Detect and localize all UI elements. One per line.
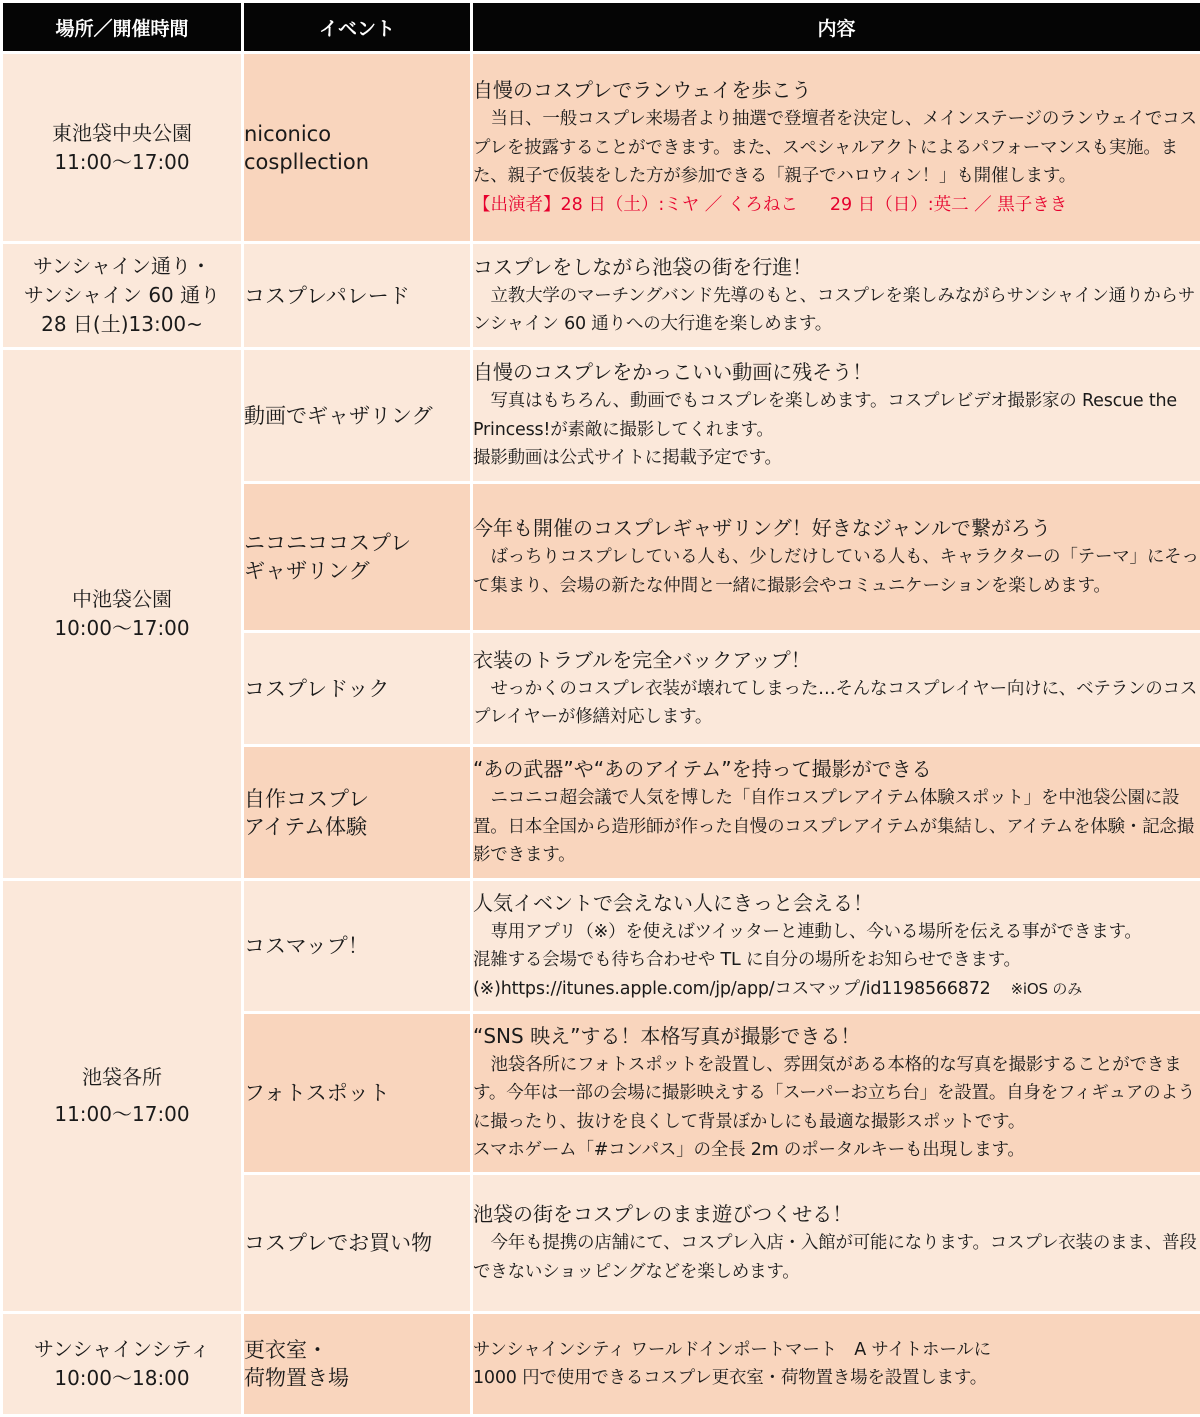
content-title: 今年も開催のコスプレギャザリング！好きなジャンルで繋がろう <box>473 514 1200 543</box>
event-name: 動画でギャザリング <box>244 402 470 430</box>
location-time: 28 日(土)13:00~ <box>3 310 241 339</box>
event-name: 更衣室・ <box>244 1336 470 1364</box>
event-name: コスマップ！ <box>244 932 470 960</box>
content-body-block <box>473 1051 1200 1137</box>
event-name-cell <box>243 1013 472 1174</box>
content-body: ニコニコ超会議で人気を博した「自作コスプレアイテム体験スポット」を中池袋公園に設置。日本全国から造形師が作った自慢のコスプレアイテムが集結し、アイテムを体験・記念撮影できます。 <box>473 788 1194 865</box>
location-time: 10:00〜18:00 <box>3 1364 241 1393</box>
content-title: コスプレをしながら池袋の街を行進！ <box>473 253 1200 282</box>
table-row <box>2 880 1200 1013</box>
header-event: イベント <box>243 2 472 53</box>
event-name: ニコニココスプレ <box>244 529 470 557</box>
event-name: 荷物置き場 <box>244 1364 470 1392</box>
location-cell <box>2 880 243 1313</box>
table-row <box>2 1313 1200 1416</box>
event-name: アイテム体験 <box>244 813 470 841</box>
location-name: サンシャイン通り・ <box>3 252 241 281</box>
table-row <box>2 243 1200 349</box>
content-body-extra: スマホゲーム「#コンパス」の全長 2m のポータルキーも出現します。 <box>473 1136 1200 1165</box>
event-content-cell <box>472 746 1200 880</box>
content-body: 池袋各所にフォトスポットを設置し、雰囲気がある本格的な写真を撮影することができます。今年は一部の会場に撮影映えする「スーパーお立ち台」を設置。自身をフィギュアのように撮ったり、抜けを良くして背景ぼかしにも最適な撮影スポットです。 <box>473 1055 1195 1132</box>
performers-label: 【出演者】 <box>473 195 561 215</box>
table-header-row <box>2 2 1200 53</box>
location-time: 11:00〜17:00 <box>3 148 241 177</box>
content-title: 自慢のコスプレをかっこいい動画に残そう！ <box>473 358 1200 387</box>
content-body: 今年も提携の店舗にて、コスプレ入店・入館が可能になります。コスプレ衣装のまま、普段できないショッピングなどを楽しめます。 <box>473 1233 1197 1282</box>
content-body: 写真はもちろん、動画でもコスプレを楽しめます。コスプレビデオ撮影家の Rescue the Princess!が素敵に撮影してくれます。 <box>473 391 1177 440</box>
content-title: 自慢のコスプレでランウェイを歩こう <box>473 76 1200 105</box>
content-body-block <box>473 105 1200 191</box>
content-body-block <box>473 1229 1200 1286</box>
content-body-block <box>473 784 1200 870</box>
event-content-cell <box>472 53 1200 243</box>
event-name-cell <box>243 483 472 632</box>
table-row <box>2 53 1200 243</box>
event-content-cell <box>472 349 1200 483</box>
table-row <box>2 349 1200 483</box>
content-body-block <box>473 387 1200 444</box>
event-name-cell <box>243 1313 472 1416</box>
content-title: “あの武器”や“あのアイテム”を持って撮影ができる <box>473 755 1200 784</box>
event-name: 自作コスプレ <box>244 785 470 813</box>
header-location: 場所／開催時間 <box>2 2 243 53</box>
event-name: ギャザリング <box>244 557 470 585</box>
event-content-cell <box>472 632 1200 746</box>
performers-line <box>473 191 1200 220</box>
performers-day2: 29 日（日）:英二 ／ 黒子きき <box>830 195 1067 215</box>
event-name-cell <box>243 349 472 483</box>
content-body-block <box>473 282 1200 339</box>
content-body: せっかくのコスプレ衣装が壊れてしまった…そんなコスプレイヤー向けに、ベテランのコスプレイヤーが修繕対応します。 <box>473 679 1197 728</box>
event-name-cell <box>243 243 472 349</box>
event-content-cell <box>472 483 1200 632</box>
content-title: 池袋の街をコスプレのまま遊びつくせる！ <box>473 1200 1200 1229</box>
event-name-cell <box>243 880 472 1013</box>
event-name-cell <box>243 746 472 880</box>
location-time: 11:00〜17:00 <box>3 1100 241 1129</box>
content-body: 当日、一般コスプレ来場者より抽選で登壇者を決定し、メインステージのランウェイでコスプレを披露することができます。また、スペシャルアクトによるパフォーマンスも実施。また、親子で仮装をした方が参加できる「親子でハロウィン！」も開催します。 <box>473 109 1197 186</box>
content-body: ばっちりコスプレしている人も、少しだけしている人も、キャラクターの「テーマ」にそって集まり、会場の新たな仲間と一緒に撮影会やコミュニケーションを楽しめます。 <box>473 547 1199 596</box>
event-content-cell <box>472 1013 1200 1174</box>
content-body-extra: 1000 円で使用できるコスプレ更衣室・荷物置き場を設置します。 <box>473 1364 1200 1393</box>
location-name: サンシャイン 60 通り <box>3 281 241 310</box>
location-cell <box>2 243 243 349</box>
event-name: コスプレでお買い物 <box>244 1229 470 1257</box>
content-title: “SNS 映え”する！本格写真が撮影できる！ <box>473 1022 1200 1051</box>
header-content: 内容 <box>472 2 1200 53</box>
app-link[interactable]: (※)https://itunes.apple.com/jp/app/コスマップ/id1198566872 <box>473 979 991 999</box>
event-name-cell <box>243 1174 472 1313</box>
content-body-extra: 撮影動画は公式サイトに掲載予定です。 <box>473 444 1200 473</box>
location-cell <box>2 349 243 880</box>
content-title: 人気イベントで会えない人にきっと会える！ <box>473 889 1200 918</box>
location-cell <box>2 53 243 243</box>
event-name-cell <box>243 53 472 243</box>
location-time: 10:00〜17:00 <box>3 614 241 643</box>
content-body: 専用アプリ（※）を使えばツイッターと連動し、今いる場所を伝える事ができます。 <box>491 922 1142 942</box>
event-content-cell <box>472 1313 1200 1416</box>
event-name: コスプレドック <box>244 675 470 703</box>
location-name: サンシャインシティ <box>3 1335 241 1364</box>
location-name: 東池袋中央公園 <box>3 119 241 148</box>
event-name: フォトスポット <box>244 1079 470 1107</box>
content-title: 衣装のトラブルを完全バックアップ！ <box>473 646 1200 675</box>
content-body-block <box>473 918 1200 947</box>
event-content-cell <box>472 1174 1200 1313</box>
event-content-cell <box>472 243 1200 349</box>
content-body-block <box>473 543 1200 600</box>
location-cell <box>2 1313 243 1416</box>
content-link-line <box>473 975 1200 1004</box>
content-body-block <box>473 675 1200 732</box>
content-body-extra: 混雑する会場でも待ち合わせや TL に自分の場所をお知らせできます。 <box>473 946 1200 975</box>
content-body: 立教大学のマーチングバンド先導のもと、コスプレを楽しみながらサンシャイン通りからサンシャイン 60 通りへの大行進を楽しめます。 <box>473 286 1195 335</box>
event-name: niconico <box>244 120 470 148</box>
performers-day1: 28 日（土）:ミヤ ／ くろねこ <box>561 195 798 215</box>
event-name: コスプレパレード <box>244 282 470 310</box>
location-name: 池袋各所 <box>3 1063 241 1092</box>
event-content-cell <box>472 880 1200 1013</box>
ios-note: ※iOS のみ <box>1011 980 1082 998</box>
location-name: 中池袋公園 <box>3 585 241 614</box>
event-name: cospllection <box>244 148 470 176</box>
event-name-cell <box>243 632 472 746</box>
content-body: サンシャインシティ ワールドインポートマート A サイトホールに <box>473 1336 1200 1365</box>
